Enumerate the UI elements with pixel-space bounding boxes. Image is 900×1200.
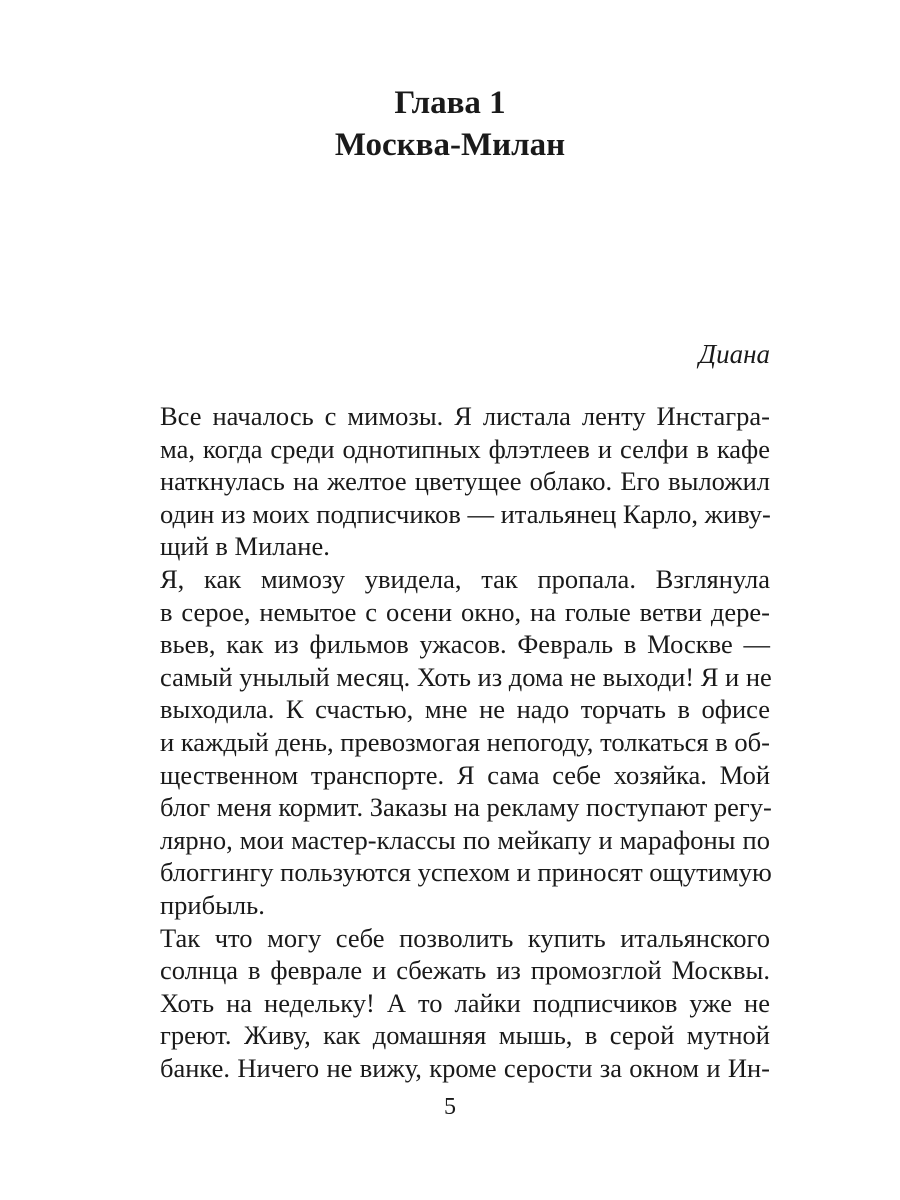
text-line: блог меня кормит. Заказы на рекламу поступают регу- <box>160 792 772 823</box>
text-line: Я, как мимозу увидела, так пропала. Взглянула <box>160 563 770 594</box>
text-line: Все началось с мимозы. Я листала ленту Инстагра- <box>160 401 770 431</box>
text-line: и каждый день, превозмогая непогоду, толкаться в об- <box>160 726 770 757</box>
text-line: блоггингу пользуются успехом и приносят ощутимую <box>160 857 772 888</box>
text-line: прибыль. <box>160 889 265 920</box>
text-line: ма, когда среди однотипных флэтлеев и селфи в кафе <box>160 433 770 464</box>
chapter-number: Глава 1 <box>394 85 506 121</box>
text-line: один из моих подписчиков — итальянец Карло, живу- <box>160 498 771 529</box>
chapter-title: Москва-Милан <box>334 127 566 163</box>
text-line: Хоть на недельку! А то лайки подписчиков уже не <box>160 987 770 1018</box>
text-line: Так что могу себе позволить купить итальянского <box>160 922 770 953</box>
text-line: щественном транспорте. Я сама себе хозяйка. Мой <box>160 759 770 790</box>
chapter-body <box>130 400 770 1084</box>
paragraph <box>130 400 770 563</box>
paragraph <box>130 563 770 922</box>
text-line: солнца в феврале и сбежать из промозглой Москвы. <box>160 955 770 986</box>
paragraph <box>130 922 770 1085</box>
text-line: наткнулась на желтое цветущее облако. Его выложил <box>160 466 770 497</box>
chapter-heading <box>0 82 900 166</box>
pov-character-name: Диана <box>698 339 770 369</box>
text-line: выходила. К счастью, мне не надо торчать в офисе <box>160 694 770 725</box>
text-line: щий в Милане. <box>160 531 330 562</box>
text-line: греют. Живу, как домашняя мышь, в серой мутной <box>160 1020 770 1051</box>
page-number: 5 <box>444 1094 456 1120</box>
text-line: самый унылый месяц. Хоть из дома не выходи! Я и не <box>160 661 772 692</box>
text-line: вьев, как из фильмов ужасов. Февраль в Москве — <box>160 629 770 660</box>
text-line: лярно, мои мастер-классы по мейкапу и марафоны по <box>160 824 770 855</box>
text-line: банке. Ничего не вижу, кроме серости за окном и Ин- <box>160 1052 770 1083</box>
text-line: в серое, немытое с осени окно, на голые ветви дере- <box>160 596 770 627</box>
